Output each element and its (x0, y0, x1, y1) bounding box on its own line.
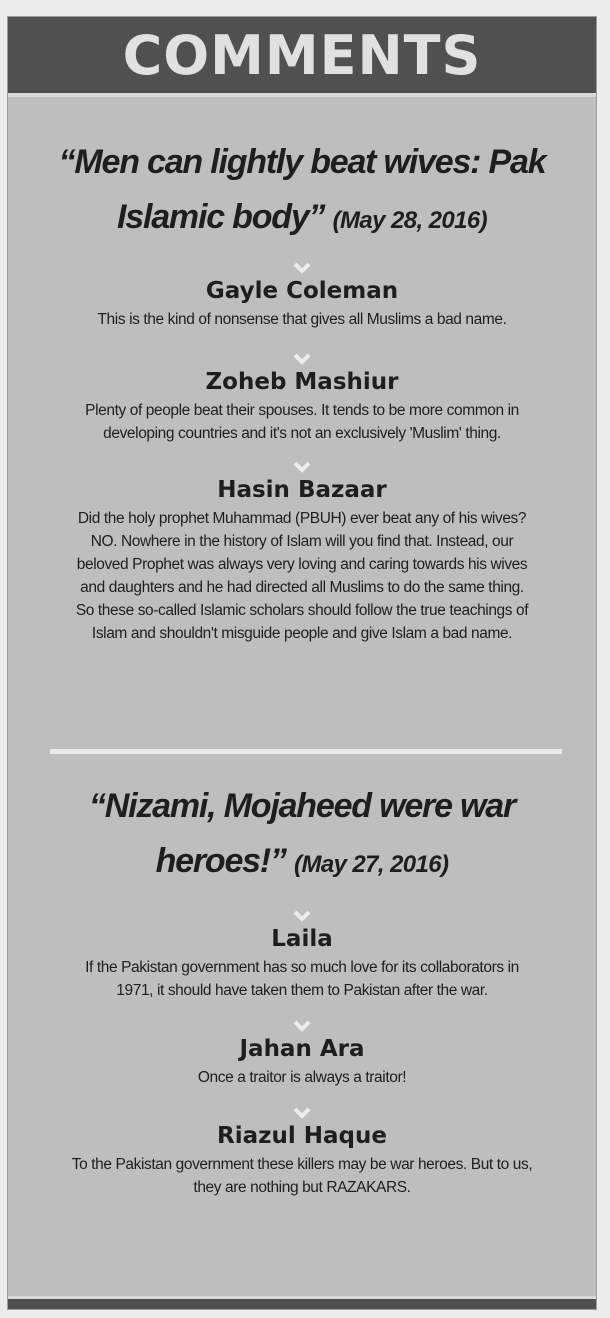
comment-line: developing countries and it's not an exclusively 'Muslim' thing. (103, 425, 501, 442)
comment-line: Did the holy prophet Muhammad (PBUH) ever beat any of his wives? (77, 510, 527, 527)
comment-author: Hasin Bazaar (217, 477, 387, 503)
footer-bar (8, 1296, 596, 1309)
comment-line: 1971, it should have taken them to Pakistan after the war. (116, 982, 488, 999)
comments-header (8, 17, 596, 97)
comment (8, 1020, 596, 1089)
article-section (8, 779, 596, 1199)
comment-line: Plenty of people beat their spouses. It tends to be more common in (85, 402, 519, 419)
comment-line: This is the kind of nonsense that gives all Muslims a bad name. (97, 311, 507, 328)
comment-text (8, 1153, 596, 1199)
headline-line: “Nizami, Mojaheed were war (88, 787, 516, 825)
chevron-down-icon (293, 1020, 311, 1032)
comment-line: Once a traitor is always a traitor! (197, 1069, 407, 1086)
comment-line: So these so-called Islamic scholars should follow the true teachings of (75, 602, 529, 619)
comment (8, 461, 596, 645)
comment-text (8, 399, 596, 445)
comment-author: Zoheb Mashiur (205, 369, 399, 395)
comment-text (8, 956, 596, 1002)
comment-line: beloved Prophet was always very loving and caring towards his wives (76, 556, 528, 573)
comment-text (8, 507, 596, 645)
comment-line: and daughters and he had directed all Muslims to do the same thing. (80, 579, 524, 596)
comment (8, 353, 596, 445)
chevron-down-icon (293, 910, 311, 922)
headline-line: heroes!” (155, 842, 286, 880)
section-divider (50, 749, 562, 754)
chevron-down-icon (293, 461, 311, 473)
article-section (8, 135, 596, 645)
comment-author: Jahan Ara (239, 1036, 365, 1062)
comments-panel (7, 16, 597, 1310)
comment-text (8, 308, 596, 331)
article-date: (May 28, 2016) (332, 207, 487, 234)
comment-author: Gayle Coleman (205, 278, 399, 304)
page-title: COMMENTS (122, 24, 482, 87)
article-date: (May 27, 2016) (294, 851, 449, 878)
comment-line: they are nothing but RAZAKARS. (193, 1179, 411, 1196)
chevron-down-icon (293, 1107, 311, 1119)
comment-line: NO. Nowhere in the history of Islam will you find that. Instead, our (90, 533, 514, 550)
comment-line: If the Pakistan government has so much love for its collaborators in (85, 959, 519, 976)
comment (8, 1107, 596, 1199)
article-headline (22, 135, 582, 248)
chevron-down-icon (293, 262, 311, 274)
comment-line: To the Pakistan government these killers may be war heroes. But to us, (71, 1156, 533, 1173)
comment (8, 262, 596, 331)
headline-line: Islamic body” (117, 198, 325, 236)
comment-author: Laila (271, 926, 333, 952)
comment-line: Islam and shouldn't misguide people and give Islam a bad name. (91, 625, 513, 642)
chevron-down-icon (293, 353, 311, 365)
comment-text (8, 1066, 596, 1089)
comment (8, 910, 596, 1002)
article-headline (22, 779, 582, 892)
headline-line: “Men can lightly beat wives: Pak (58, 143, 546, 181)
comment-author: Riazul Haque (217, 1123, 387, 1149)
